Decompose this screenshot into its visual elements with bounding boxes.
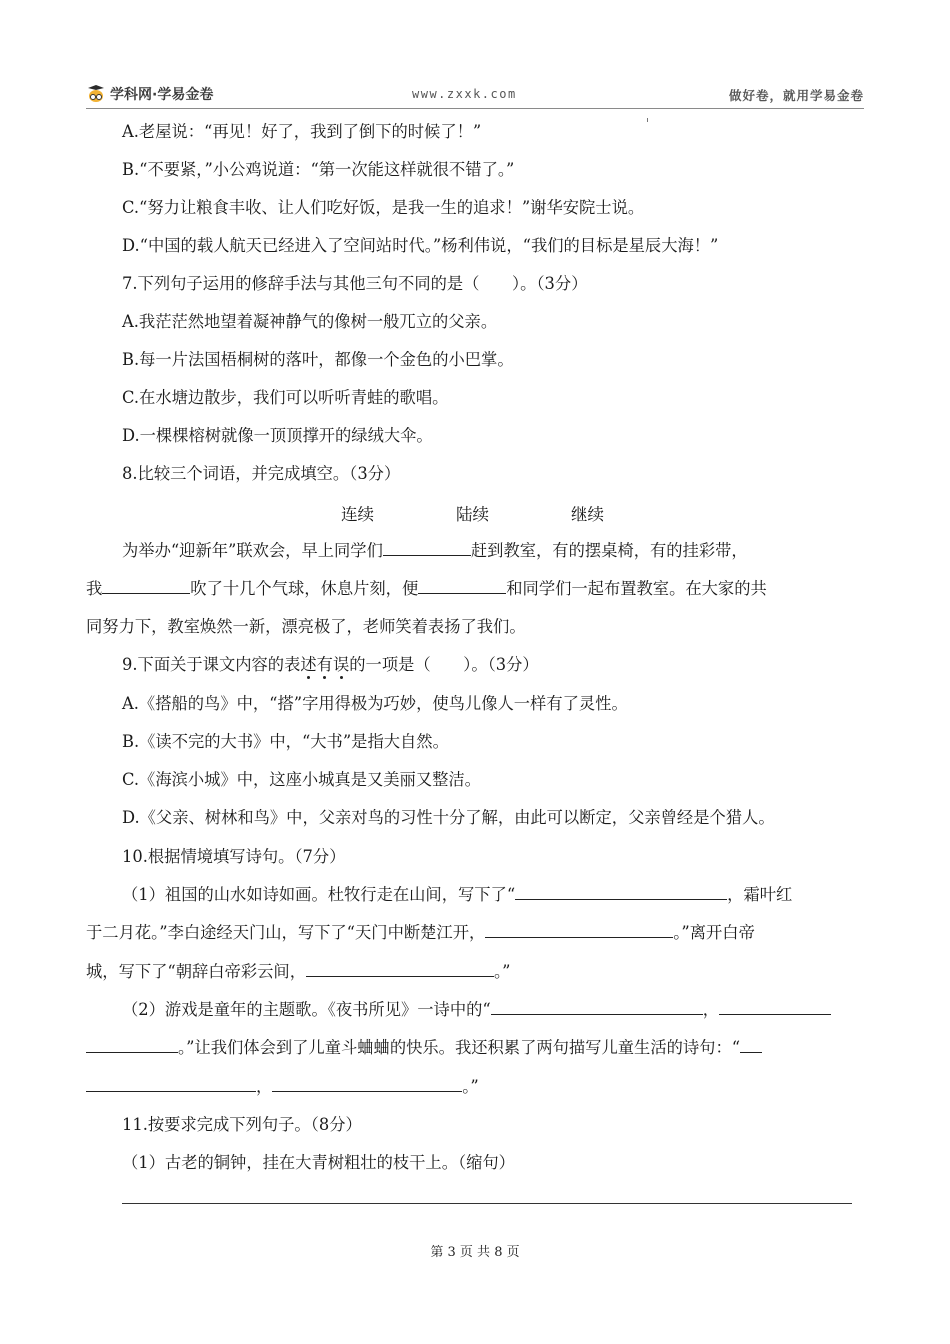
q7-option-d: D.一棵棵榕树就像一顶顶撑开的绿绒大伞。 (122, 426, 433, 445)
q8-passage-line-3: 同努力下，教室焕然一新，漂亮极了，老师笑着表扬了我们。 (86, 617, 526, 636)
emphasis-char: 有 (316, 655, 333, 674)
poem-blank-3[interactable] (306, 960, 494, 977)
q10-text: ， (702, 1000, 720, 1019)
q9-text: 9.下面关于课文内容的表 (122, 655, 301, 674)
q9-option-d: D.《父亲、树林和鸟》中，父亲对鸟的习性十分了解，由此可以断定，父亲曾经是个猎人。 (122, 808, 775, 827)
question-11: 11.按要求完成下列句子。（8分） (122, 1115, 362, 1134)
word-choices (0, 501, 950, 525)
logo-text: 学科网·学易金卷 (110, 87, 214, 103)
word-choice-1: 连续 (341, 505, 374, 524)
q11-part1: （1）古老的铜钟，挂在大青树粗壮的枝干上。（缩句） (122, 1153, 515, 1172)
q10-part1-line-3 (86, 960, 876, 984)
q6-option-a: A.老屋说：“再见！好了，我到了倒下的时候了！” (122, 122, 482, 141)
q9-option-b: B.《读不完的大书》中，“大书”是指大自然。 (122, 732, 449, 751)
poem-blank-5b[interactable] (86, 1036, 178, 1053)
poem-blank-7[interactable] (272, 1075, 462, 1092)
q9-option-a: A.《搭船的鸟》中，“搭”字用得极为巧妙，使鸟儿像人一样有了灵性。 (122, 694, 628, 713)
poem-blank-6a[interactable] (740, 1036, 762, 1053)
fill-blank-2[interactable] (102, 577, 190, 594)
q6-option-c: C.“努力让粮食丰收、让人们吃好饭，是我一生的追求！”谢华安院士说。 (122, 198, 645, 217)
q7-option-a: A.我茫茫然地望着凝神静气的像树一般兀立的父亲。 (122, 312, 498, 331)
answer-line[interactable] (122, 1203, 852, 1204)
q8-text: 赶到教室，有的摆桌椅，有的挂彩带， (470, 541, 748, 560)
page-number: 第 3 页 共 8 页 (430, 1245, 520, 1260)
q8-text: 为举办“迎新年”联欢会，早上同学们 (122, 541, 383, 560)
q10-text: 。”离开白帝 (673, 923, 755, 942)
q8-text: 和同学们一起布置教室。在大家的共 (506, 579, 767, 598)
fill-blank-1[interactable] (383, 539, 471, 556)
word-choice-3: 继续 (571, 505, 604, 524)
q10-part1-line-1 (122, 883, 912, 907)
header-slogan: 做好卷，就用学易金卷 (728, 88, 864, 103)
q10-text: 于二月花。”李白途经天门山，写下了“天门中断楚江开， (86, 923, 486, 942)
q7-option-b: B.每一片法国梧桐树的落叶，都像一个金色的小巴掌。 (122, 350, 514, 369)
poem-blank-1[interactable] (515, 883, 727, 900)
q10-text: 城，写下了“朝辞白帝彩云间， (86, 962, 306, 981)
q7-option-c: C.在水塘边散步，我们可以听听青蛙的歌唱。 (122, 388, 449, 407)
q6-option-d: D.“中国的载人航天已经进入了空间站时代。”杨利伟说，“我们的目标是星辰大海！” (122, 236, 719, 255)
question-8: 8.比较三个词语，并完成填空。（3分） (122, 464, 401, 483)
question-7: 7.下列句子运用的修辞手法与其他三句不同的是（ ）。（3分） (122, 274, 588, 293)
site-url: www.zxxk.com (412, 87, 517, 101)
q10-text: ， (256, 1077, 273, 1096)
q10-text: （2）游戏是童年的主题歌。《夜书所见》一诗中的“ (122, 1000, 491, 1019)
poem-blank-5a[interactable] (719, 998, 831, 1015)
page-header (86, 82, 864, 108)
question-9 (122, 653, 912, 677)
question-10: 10.根据情境填写诗句。（7分） (122, 847, 346, 866)
q10-text: 。” (493, 962, 511, 981)
q10-part2-line-2 (86, 1036, 876, 1060)
q10-text: 。” (462, 1077, 479, 1096)
q10-text: ，霜叶红 (727, 885, 793, 904)
word-choice-2: 陆续 (456, 505, 489, 524)
q6-option-b: B.“不要紧，”小公鸡说道：“第一次能这样就很不错了。” (122, 160, 515, 179)
q10-text: 。”让我们体会到了儿童斗蛐蛐的快乐。我还积累了两句描写儿童生活的诗句：“ (178, 1038, 741, 1057)
fill-blank-3[interactable] (418, 577, 506, 594)
q8-passage-line-1 (122, 539, 912, 563)
emphasis-char: 误 (332, 655, 350, 674)
q8-text: 吹了十几个气球，休息片刻，便 (190, 579, 419, 598)
emphasis-char: 述 (300, 655, 317, 674)
q10-part1-line-2 (86, 921, 876, 945)
header-divider (86, 108, 864, 109)
q8-text: 我 (86, 579, 103, 598)
q10-part2-line-3 (86, 1075, 876, 1099)
site-logo (86, 84, 213, 104)
poem-blank-2[interactable] (485, 921, 673, 938)
q10-text: （1）祖国的山水如诗如画。杜牧行走在山间，写下了“ (122, 885, 516, 904)
poem-blank-6b[interactable] (86, 1075, 256, 1092)
poem-blank-4[interactable] (491, 998, 703, 1015)
q8-passage-line-2 (86, 577, 876, 601)
q9-option-c: C.《海滨小城》中，这座小城真是又美丽又整洁。 (122, 770, 481, 789)
q10-part2-line-1 (122, 998, 912, 1022)
owl-logo-icon (86, 85, 106, 103)
q9-text: 的一项是（ ）。（3分） (349, 655, 539, 674)
